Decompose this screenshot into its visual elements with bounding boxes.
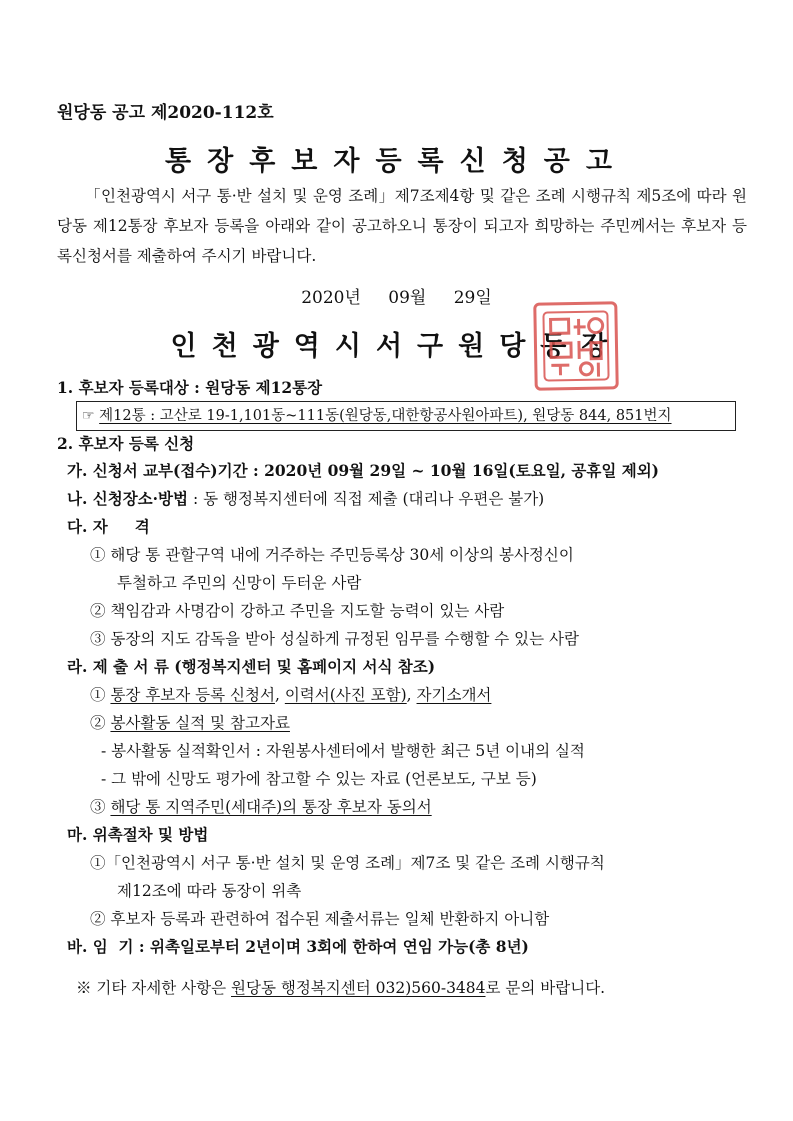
official-seal xyxy=(533,301,619,390)
ra-item-1-num: ① xyxy=(90,686,106,704)
ra-item-3-num: ③ xyxy=(90,798,106,816)
item-ba: 바. 임 기 : 위촉일로부터 2년이며 3회에 한하여 연임 가능(총 8년) xyxy=(67,937,529,956)
section-1-detail xyxy=(82,405,672,427)
section-2-heading: 2. 후보자 등록 신청 xyxy=(57,434,195,453)
pointing-hand-icon: ☞ xyxy=(82,408,95,424)
item-na-value: : 동 행정복지센터에 직접 제출 (대리나 우편은 불가) xyxy=(188,490,545,508)
item-ga-label: 가. 신청서 교부(접수)기간 xyxy=(67,461,248,480)
ra-item-1-b: 이력서(사진 포함) xyxy=(284,686,407,704)
item-ma-label: 마. 위촉절차 및 방법 xyxy=(67,825,209,844)
ra-item-2 xyxy=(90,712,290,734)
ra-item-3 xyxy=(90,796,432,818)
ma-item-2: ② 후보자 등록과 관련하여 접수된 제출서류는 일체 반환하지 아니함 xyxy=(90,910,550,928)
section-1-detail-text: 제12통 : 고산로 19-1,101동~111동(원당동,대한항공사원아파트), 원당동 844, 851번지 xyxy=(99,408,672,424)
ra-item-1 xyxy=(90,684,491,706)
issuer-name: 인천광역시서구원당동장 xyxy=(170,331,623,362)
ra-item-2-sub-1: - 봉사활동 실적확인서 : 자원봉사센터에서 발행한 최근 5년 이내의 실적 xyxy=(101,742,585,760)
item-ra-label: 라. 제 출 서 류 (행정복지센터 및 홈페이지 서식 참조) xyxy=(67,657,436,676)
ra-item-1-c: 자기소개서 xyxy=(416,686,492,704)
da-item-1-cont: 투철하고 주민의 신망이 두터운 사람 xyxy=(117,574,362,592)
footer-contact: 원당동 행정복지센터 032)560-3484 xyxy=(231,979,486,997)
item-ga-value: : 2020년 09월 29일 ~ 10월 16일(토요일, 공휴일 제외) xyxy=(247,461,660,480)
item-na-label: 나. 신청장소·방법 xyxy=(67,489,189,508)
da-item-3: ③ 동장의 지도 감독을 받아 성실하게 규정된 임무를 수행할 수 있는 사람 xyxy=(90,630,579,648)
section-1-heading: 1. 후보자 등록대상 : 원당동 제12통장 xyxy=(57,378,323,397)
item-na xyxy=(67,488,544,510)
ra-item-1-sep2: , xyxy=(406,686,417,704)
item-da-label: 다. 자 격 xyxy=(67,517,150,536)
ra-item-1-sep1: , xyxy=(274,686,285,704)
ra-item-3-text: 해당 통 지역주민(세대주)의 통장 후보자 동의서 xyxy=(110,798,432,816)
notice-date: 2020년 09월 29일 xyxy=(301,288,492,308)
ra-item-1-a: 통장 후보자 등록 신청서 xyxy=(110,686,275,704)
da-item-2: ② 책임감과 사명감이 강하고 주민을 지도할 능력이 있는 사람 xyxy=(90,602,505,620)
notice-number: 원당동 공고 제2020-112호 xyxy=(57,103,274,123)
da-item-1: ① 해당 통 관할구역 내에 거주하는 주민등록상 30세 이상의 봉사정신이 xyxy=(90,546,574,564)
ma-item-1-cont: 제12조에 따라 동장이 위촉 xyxy=(117,882,302,900)
document-title: 통장후보자등록신청공고 xyxy=(165,146,628,177)
ra-item-2-num: ② xyxy=(90,714,106,732)
intro-paragraph: 「인천광역시 서구 통·반 설치 및 운영 조례」제7조제4항 및 같은 조례 시행규칙 제5조에 따라 원당동 제12통장 후보자 등록을 아래와 같이 공고하오니 통장이 되고자 희망하는 주민께서는 후보자 등록신청서를 제출하여 주시기 바랍니다. xyxy=(57,187,747,265)
footer-prefix: ※ 기타 자세한 사항은 xyxy=(76,979,231,997)
ra-item-2-text: 봉사활동 실적 및 참고자료 xyxy=(110,714,290,732)
ma-item-1: ①「인천광역시 서구 통·반 설치 및 운영 조례」제7조 및 같은 조례 시행규칙 xyxy=(90,854,605,872)
ra-item-2-sub-2: - 그 밖에 신망도 평가에 참고할 수 있는 자료 (언론보도, 구보 등) xyxy=(101,770,537,788)
footer-note xyxy=(76,977,605,999)
seal-glyphs xyxy=(540,308,611,383)
footer-suffix: 로 문의 바랍니다. xyxy=(485,979,606,997)
item-ga xyxy=(67,460,659,482)
